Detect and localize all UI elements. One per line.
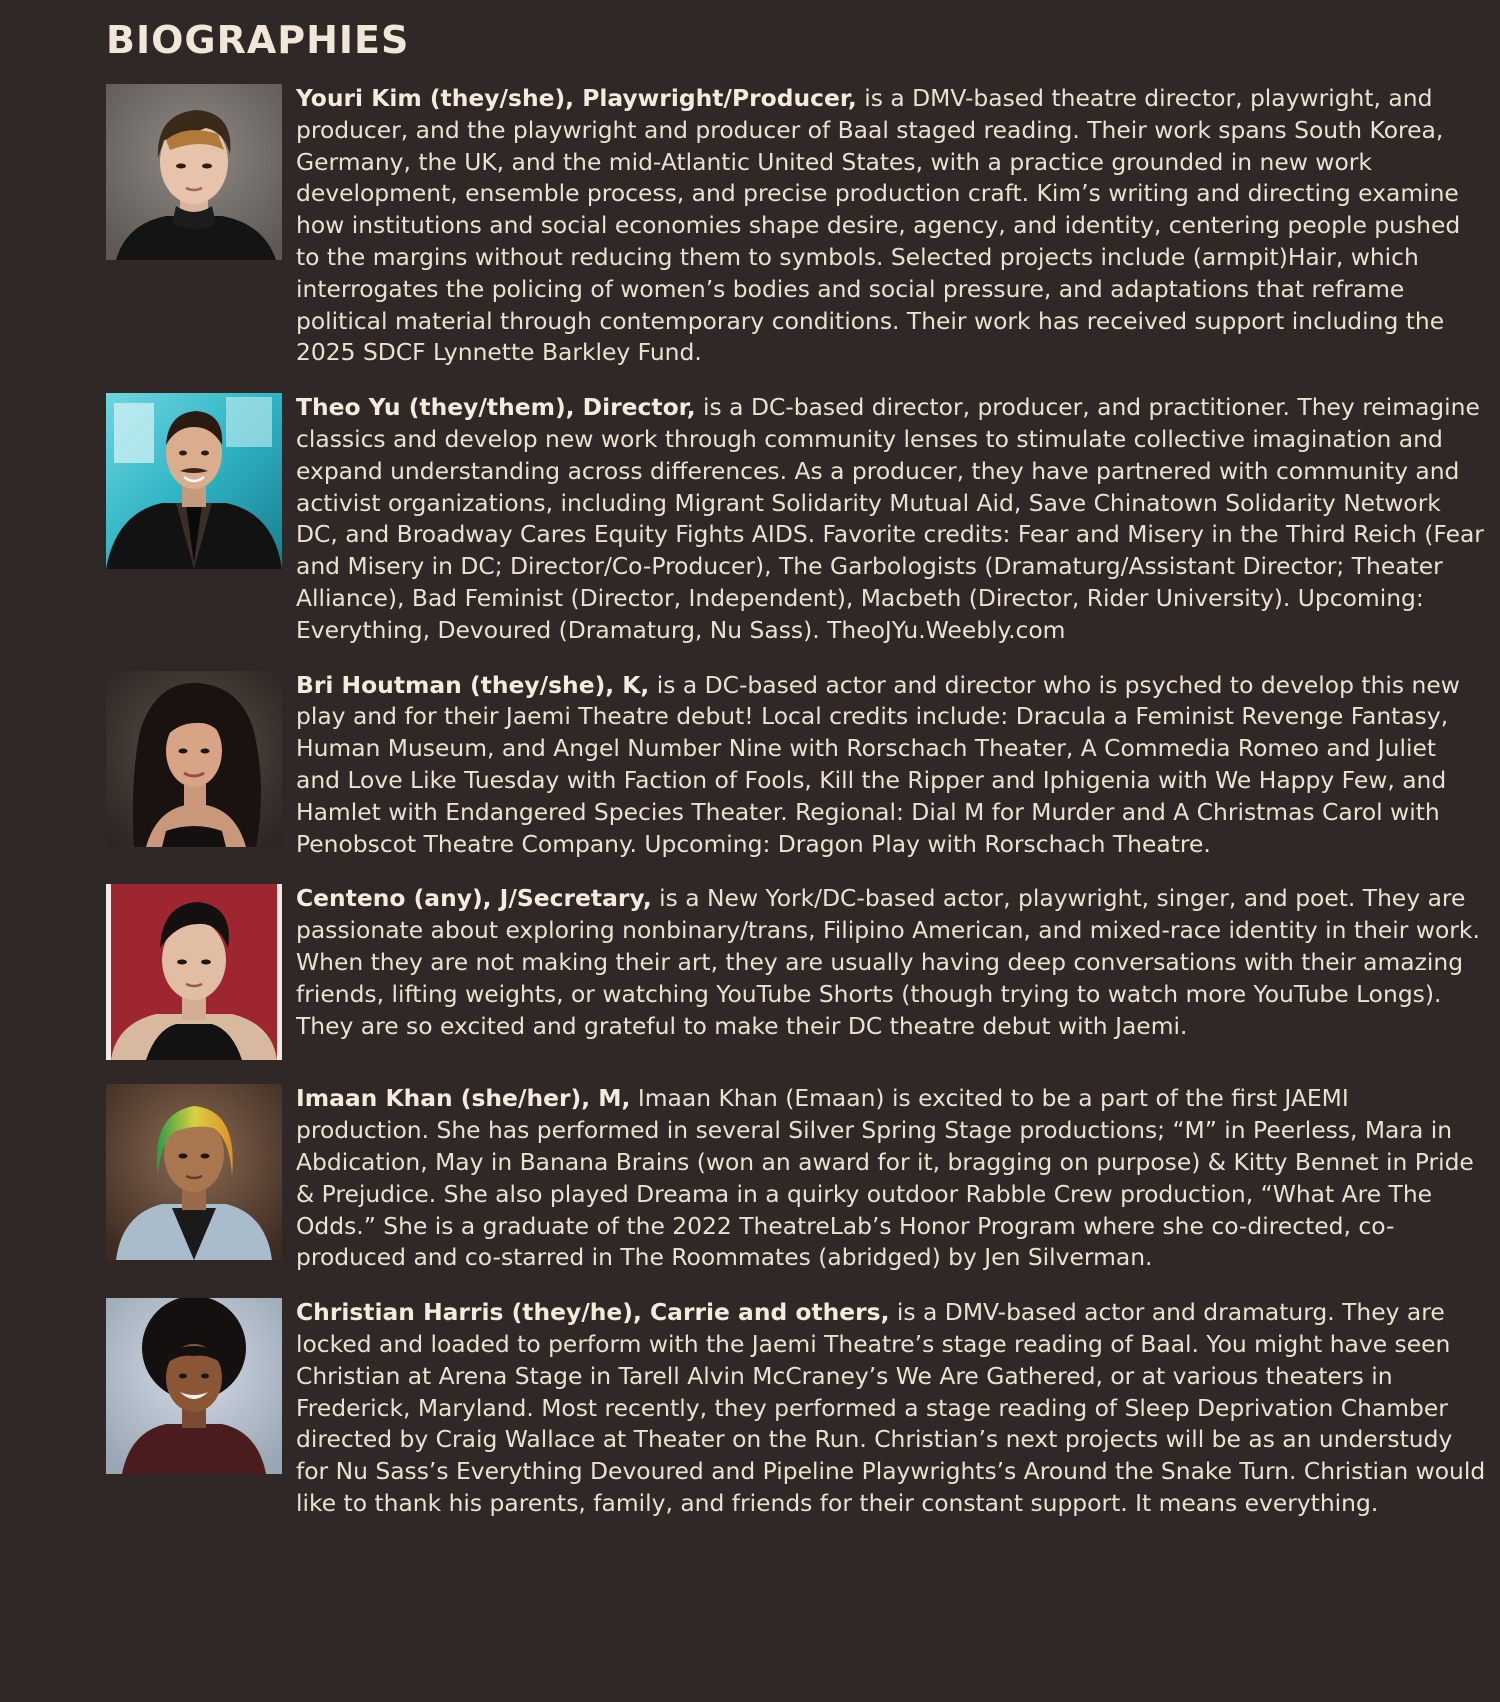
headshot-photo bbox=[106, 884, 282, 1060]
bio-centeno bbox=[106, 884, 1486, 1060]
bio-text bbox=[296, 883, 1486, 1042]
bio-description: is a DC-based director, producer, and practitioner. They reimagine classics and develop new work through community lenses to stimulate collective imagination and expand understanding across differences. As a producer, they have partnered with community and activist organizations, including Migrant Solidarity Mutual Aid, Save Chinatown Solidarity Network DC, and Broadway Cares Equity Fights AIDS. Favorite credits: Fear and Misery in the Third Reich (Fear and Misery in DC; Director/Co-Producer), The Garbologists (Dramaturg/Assistant Director; Theater Alliance), Bad Feminist (Director, Independent), Macbeth (Director, Rider University). Upcoming: Everything, Devoured (Dramaturg, Nu Sass). TheoJYu.Weebly.com bbox=[296, 393, 1484, 644]
bio-name: Youri Kim (they/she), Playwright/Producer, bbox=[296, 84, 857, 112]
bio-theo-yu bbox=[106, 393, 1486, 646]
portrait-christian-harris bbox=[106, 1298, 282, 1474]
bio-name: Centeno (any), J/Secretary, bbox=[296, 884, 652, 913]
page-title: BIOGRAPHIES bbox=[106, 18, 410, 62]
biographies-page bbox=[106, 14, 1486, 1544]
bio-description: Imaan Khan (Emaan) is excited to be a part of the first JAEMI production. She has performed in several Silver Spring Stage productions; “M” in Peerless, Mara in Abdication, May in Banana Brains (won an award for it, bragging on purpose) & Kitty Bennet in Pride & Prejudice. She also played Dreama in a quirky outdoor Rabble Crew production, “What Are The Odds.” She is a graduate of the 2022 TheatreLab’s Honor Program where she co-directed, co-produced and co-starred in The Roommates (abridged) by Jen Silverman. bbox=[296, 1084, 1474, 1272]
portrait-imaan-khan bbox=[106, 1084, 282, 1260]
bio-bri-houtman bbox=[106, 671, 1486, 861]
bio-name: Imaan Khan (she/her), M, bbox=[296, 1084, 631, 1113]
bio-text bbox=[296, 670, 1486, 861]
bio-description: is a DMV-based theatre director, playwright, and producer, and the playwright and producer of Baal staged reading. Their work spans South Korea, Germany, the UK, and the mid-Atlantic United States, with a practice grounded in new work development, ensemble process, and precise production craft. Kim’s writing and directing examine how institutions and social economies shape desire, agency, and identity, centering people pushed to the margins without reducing them to symbols. Selected projects include (armpit)Hair, which interrogates the policing of women’s bodies and social pressure, and adaptations that reframe political material through contemporary conditions. Their work has received support including the 2025 SDCF Lynnette Barkley Fund. bbox=[296, 84, 1461, 367]
headshot-photo bbox=[106, 393, 282, 569]
bio-text bbox=[296, 392, 1486, 646]
portrait-youri-kim bbox=[106, 84, 282, 260]
bio-text bbox=[296, 83, 1486, 369]
bio-description: is a New York/DC-based actor, playwright, singer, and poet. They are passionate about exploring nonbinary/trans, Filipino American, and mixed-race identity in their work. When they are not making their art, they are usually having deep conversations with their amazing friends, lifting weights, or watching YouTube Shorts (though trying to watch more YouTube Longs). They are so excited and grateful to make their DC theatre debut with Jaemi. bbox=[296, 884, 1480, 1040]
portrait-centeno bbox=[106, 884, 282, 1060]
bio-description: is a DMV-based actor and dramaturg. They are locked and loaded to perform with the Jaemi Theatre’s stage reading of Baal. You might have seen Christian at Arena Stage in Tarell Alvin McCraney’s We Are Gathered, or at various theaters in Frederick, Maryland. Most recently, they performed a stage reading of Sleep Deprivation Chamber directed by Craig Wallace at Theater on the Run. Christian’s next projects will be as an understudy for Nu Sass’s Everything Devoured and Pipeline Playwrights’s Around the Snake Turn. Christian would like to thank his parents, family, and friends for their constant support. It means everything. bbox=[296, 1298, 1486, 1517]
bio-text bbox=[296, 1083, 1486, 1274]
bio-name: Theo Yu (they/them), Director, bbox=[296, 393, 696, 422]
headshot-photo bbox=[106, 1084, 282, 1260]
bio-text bbox=[296, 1297, 1486, 1520]
portrait-bri-houtman bbox=[106, 671, 282, 847]
headshot-photo bbox=[106, 671, 282, 847]
bio-youri-kim bbox=[106, 84, 1486, 369]
headshot-photo bbox=[106, 84, 282, 260]
bio-name: Bri Houtman (they/she), K, bbox=[296, 670, 650, 699]
portrait-theo-yu bbox=[106, 393, 282, 569]
bio-imaan-khan bbox=[106, 1084, 1486, 1274]
headshot-photo bbox=[106, 1298, 282, 1474]
bio-description: is a DC-based actor and director who is psyched to develop this new play and for their Jaemi Theatre debut! Local credits include: Dracula a Feminist Revenge Fantasy, Human Museum, and Angel Number Nine with Rorschach Theater, A Commedia Romeo and Juliet and Love Like Tuesday with Faction of Fools, Kill the Ripper and Iphigenia with We Happy Few, and Hamlet with Endangered Species Theater. Regional: Dial M for Murder and A Christmas Carol with Penobscot Theatre Company. Upcoming: Dragon Play with Rorschach Theatre. bbox=[296, 670, 1460, 858]
bio-christian-harris bbox=[106, 1298, 1486, 1520]
bio-name: Christian Harris (they/he), Carrie and others, bbox=[296, 1298, 890, 1327]
